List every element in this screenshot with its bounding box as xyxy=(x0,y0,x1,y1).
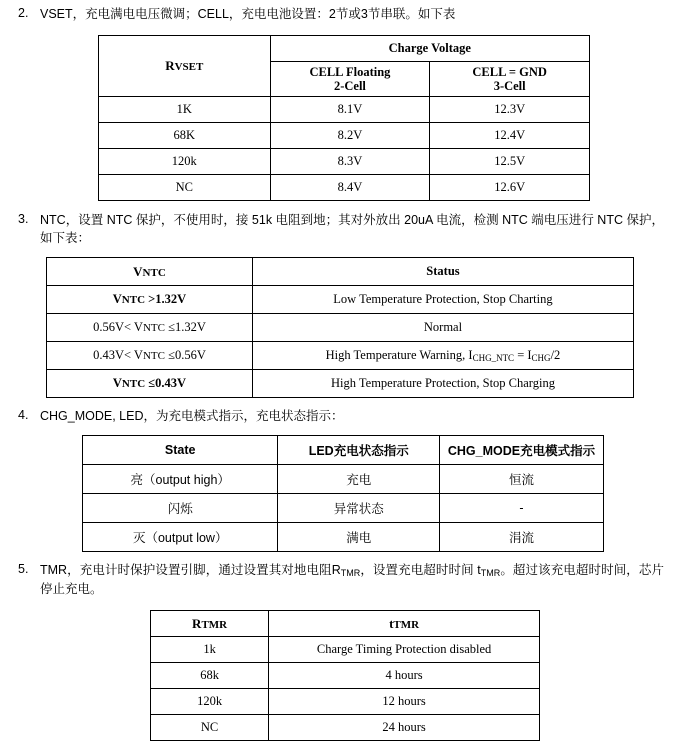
header-ttmr xyxy=(269,611,540,637)
cell-state: 闪烁 xyxy=(83,494,278,523)
cell-led: 异常状态 xyxy=(278,494,440,523)
cell-mode: 涓流 xyxy=(439,523,603,552)
cond-pre: V xyxy=(112,292,122,306)
cell-ntc-status: High Temperature Protection, Stop Charging xyxy=(252,370,633,398)
cond-pre: V xyxy=(112,376,122,390)
rtmr-sub: TMR xyxy=(201,618,228,631)
list-item-number: 2. xyxy=(18,6,29,20)
status-post: /2 xyxy=(550,348,561,362)
cond-pre: 0.56V< V xyxy=(93,320,143,334)
cell-ntc-status: Normal xyxy=(252,314,633,342)
item5-text-part1: TMR，充电计时保护设置引脚，通过设置其对地电阻R xyxy=(40,563,341,577)
vntc-sub: NTC xyxy=(142,266,166,279)
cell-resistance: 120k xyxy=(99,149,271,175)
list-item-text: VSET，充电满电电压微调；CELL，充电电池设置：2节或3节串联。如下表 xyxy=(40,7,456,21)
table-row xyxy=(99,123,590,149)
cell-ntc-condition xyxy=(47,314,253,342)
cond-post: >1.32V xyxy=(145,292,187,306)
header-status: Status xyxy=(252,258,633,286)
cond-sub: NTC xyxy=(142,322,165,334)
table-row xyxy=(151,637,540,663)
table-chgmode xyxy=(82,435,604,552)
cell-resistance: NC xyxy=(99,175,271,201)
item5-sub2: TMR xyxy=(480,568,501,578)
cell-3cell-voltage: 12.6V xyxy=(430,175,590,201)
header-cell-gnd-line2: 3-Cell xyxy=(493,79,526,93)
rvset-sub: VSET xyxy=(174,61,204,73)
header-rtmr xyxy=(151,611,269,637)
header-cell-floating-line1: CELL Floating xyxy=(309,65,391,79)
header-led: LED充电状态指示 xyxy=(278,436,440,465)
table-row xyxy=(151,611,540,637)
cell-ntc-status: Low Temperature Protection, Stop Charting xyxy=(252,286,633,314)
cell-rtmr: NC xyxy=(151,715,269,741)
cell-state: 灭（output low） xyxy=(83,523,278,552)
table-row xyxy=(83,523,604,552)
status-sub: CHG_NTC xyxy=(472,353,515,363)
table-row xyxy=(99,97,590,123)
table-vset xyxy=(98,35,590,201)
cell-led: 充电 xyxy=(278,465,440,494)
cell-ttmr: 24 hours xyxy=(269,715,540,741)
list-item-number: 5. xyxy=(18,562,29,576)
cond-post: ≤0.43V xyxy=(145,376,187,390)
table-row xyxy=(83,436,604,465)
header-chgmode: CHG_MODE充电模式指示 xyxy=(439,436,603,465)
cell-state: 亮（output high） xyxy=(83,465,278,494)
cell-ttmr: 4 hours xyxy=(269,663,540,689)
table-row xyxy=(151,689,540,715)
header-cell-floating-line2: 2-Cell xyxy=(333,79,366,93)
cell-3cell-voltage: 12.3V xyxy=(430,97,590,123)
cond-sub: NTC xyxy=(121,294,146,306)
cell-3cell-voltage: 12.5V xyxy=(430,149,590,175)
cell-3cell-voltage: 12.4V xyxy=(430,123,590,149)
header-state: State xyxy=(83,436,278,465)
table-ntc xyxy=(46,257,634,398)
cell-resistance: 68K xyxy=(99,123,271,149)
cell-mode: 恒流 xyxy=(439,465,603,494)
cell-ntc-condition xyxy=(47,370,253,398)
table-row xyxy=(99,36,590,62)
status-pre: High Temperature Warning, I xyxy=(325,348,473,362)
cell-led: 满电 xyxy=(278,523,440,552)
item5-text-part3: 。超过该充电超时时间，芯片停止充电。 xyxy=(40,563,664,596)
cell-ntc-condition xyxy=(47,286,253,314)
table-row xyxy=(47,370,634,398)
table-row xyxy=(47,342,634,370)
list-item-number: 4. xyxy=(18,408,29,422)
cell-ttmr: Charge Timing Protection disabled xyxy=(269,637,540,663)
table-row xyxy=(47,258,634,286)
rtmr-label: R xyxy=(192,615,202,631)
ttmr-label: t xyxy=(389,615,394,631)
cond-post: ≤1.32V xyxy=(164,320,206,334)
header-cell-floating xyxy=(270,62,430,97)
table-row xyxy=(151,715,540,741)
header-vntc xyxy=(47,258,253,286)
cond-pre: 0.43V< V xyxy=(93,348,143,362)
list-item-text xyxy=(40,561,664,598)
list-item-5 xyxy=(0,552,678,598)
cond-post: ≤0.56V xyxy=(164,348,206,362)
status-sub2: CHG xyxy=(531,353,551,363)
item5-text-part2: ，设置充电超时时间 t xyxy=(360,563,481,577)
header-charge-voltage: Charge Voltage xyxy=(270,36,589,62)
table-row xyxy=(47,314,634,342)
header-cell-gnd-line1: CELL = GND xyxy=(472,65,547,79)
list-item-2 xyxy=(0,0,678,23)
cell-2cell-voltage: 8.2V xyxy=(270,123,430,149)
list-item-4 xyxy=(0,398,678,425)
list-item-text: CHG_MODE, LED，为充电模式指示，充电状态指示： xyxy=(40,409,344,423)
table-row xyxy=(47,286,634,314)
cell-ntc-condition xyxy=(47,342,253,370)
cell-ntc-status xyxy=(252,342,633,370)
rvset-label: R xyxy=(165,58,175,73)
cell-resistance: 1K xyxy=(99,97,271,123)
cell-rtmr: 120k xyxy=(151,689,269,715)
cell-2cell-voltage: 8.4V xyxy=(270,175,430,201)
cell-rtmr: 68k xyxy=(151,663,269,689)
cell-2cell-voltage: 8.3V xyxy=(270,149,430,175)
cond-sub: NTC xyxy=(142,350,165,362)
list-item-number: 3. xyxy=(18,212,29,226)
table-row xyxy=(151,663,540,689)
cell-ttmr: 12 hours xyxy=(269,689,540,715)
table-row xyxy=(83,465,604,494)
item5-sub1: TMR xyxy=(340,568,361,578)
ttmr-sub: TMR xyxy=(393,618,420,631)
cell-2cell-voltage: 8.1V xyxy=(270,97,430,123)
status-mid: = I xyxy=(514,348,532,362)
header-rvset xyxy=(99,36,271,97)
table-row xyxy=(99,149,590,175)
list-item-3 xyxy=(0,201,678,247)
header-cell-gnd xyxy=(430,62,590,97)
list-item-text: NTC，设置 NTC 保护，不使用时，接 51k 电阻到地；其对外放出 20uA 电流，检测 NTC 端电压进行 NTC 保护，如下表： xyxy=(40,213,664,245)
table-row xyxy=(99,175,590,201)
table-tmr xyxy=(150,610,540,741)
cell-mode: - xyxy=(439,494,603,523)
cell-rtmr: 1k xyxy=(151,637,269,663)
vntc-label: V xyxy=(133,263,143,279)
table-row xyxy=(83,494,604,523)
cond-sub: NTC xyxy=(121,378,146,390)
